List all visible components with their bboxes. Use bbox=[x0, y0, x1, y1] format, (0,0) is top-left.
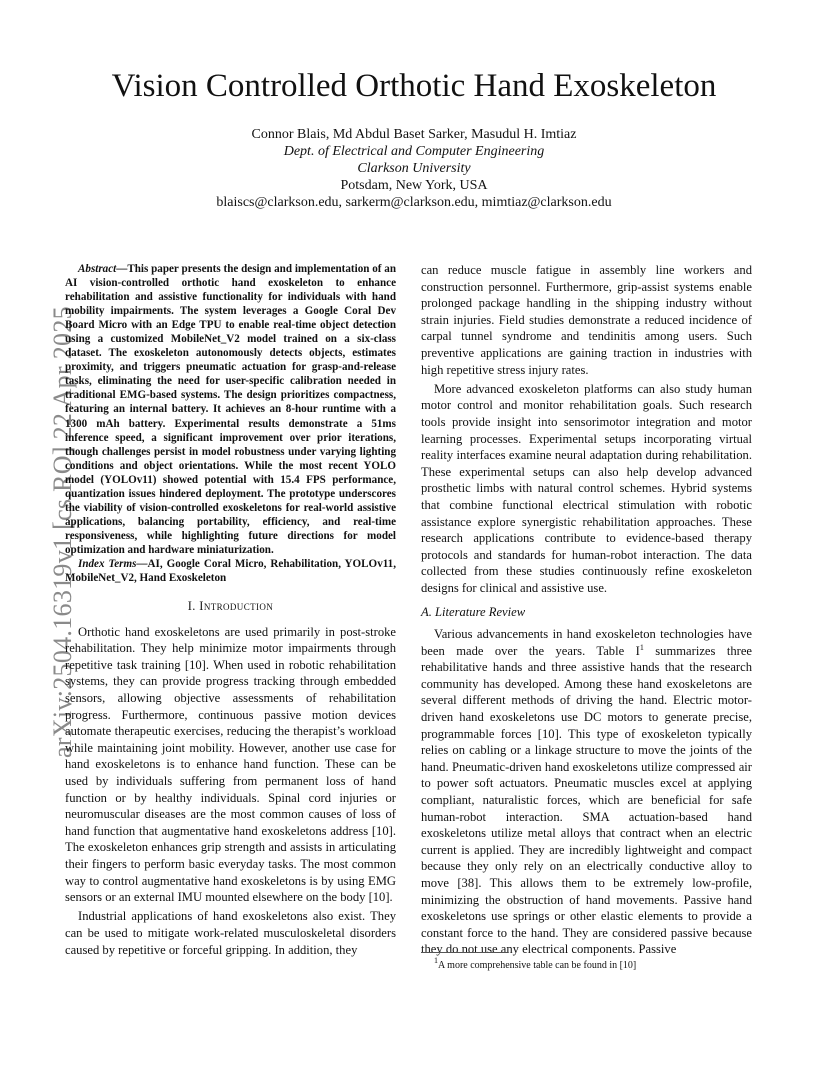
arxiv-sidebar bbox=[22, 288, 77, 758]
subsection-heading-literature-review: A. Literature Review bbox=[421, 605, 526, 620]
footnote-text: A more comprehensive table can be found in [10] bbox=[438, 960, 637, 971]
author-department: Dept. of Electrical and Computer Engineering bbox=[283, 144, 545, 159]
author-block bbox=[70, 126, 758, 211]
intro-paragraph-3: More advanced exoskeleton platforms can also study human motor control and monitor rehabilitation goals. Such research tools provide insight into sensorimotor integration and motor learning processes. Experimental setups incorporating virtual reality interfaces examine neural adaptation during rehabilitation. These experimental setups can also help develop advanced prosthetic limbs with natural control schemes. Hybrid systems that combine functional electrical stimulation with robotic assistance explore synergistic rehabilitation approaches. These research applications contribute to evidence-based therapy protocols and standards for human-robot interaction. The data collected from these studies continuously refine exoskeleton designs for clinical and assistive use. bbox=[421, 381, 752, 595]
index-terms-label: Index Terms bbox=[78, 557, 137, 570]
author-names: Connor Blais, Md Abdul Baset Sarker, Masudul H. Imtiaz bbox=[251, 127, 577, 142]
author-location: Potsdam, New York, USA bbox=[340, 178, 488, 193]
literature-paragraph-1 bbox=[421, 626, 752, 958]
footnote bbox=[421, 956, 752, 972]
index-terms-text: —AI, Google Coral Micro, Rehabilitation, YOLOv11, MobileNet_V2, Hand Exoskeleton bbox=[65, 557, 396, 585]
abstract bbox=[65, 262, 396, 557]
paper-title: Vision Controlled Orthotic Hand Exoskeleton bbox=[111, 68, 717, 104]
abstract-text: —This paper presents the design and implementation of an AI vision-controlled orthotic hand exoskeleton to enhance rehabilitation and assistive functionality for individuals with hand mobility impairments. The system leverages a Google Coral Dev Board Micro with an Edge TPU to enable real-time object detection using a customized MobileNet_V2 model trained on a six-class dataset. The exoskeleton autonomously detects objects, estimates proximity, and triggers pneumatic actuation for grasp-and-release tasks, eliminating the need for user-specific calibration needed in traditional EMG-based systems. The design prioritizes compactness, featuring an internal battery. It achieves an 8-hour runtime with a 1300 mAh battery. Experimental results demonstrate a 51ms inference speed, a significant improvement over prior iterations, though challenges persist in model robustness under varying lighting conditions and object orientations. While the most recent YOLO model (YOLOv11) showed potential with 15.4 FPS performance, quantization issues hindered deployment. The prototype underscores the viability of vision-controlled exoskeletons for real-world assistive applications, balancing portability, efficiency, and real-time responsiveness, while highlighting future directions for model optimization and hardware miniaturization. bbox=[65, 263, 396, 556]
author-university: Clarkson University bbox=[357, 161, 471, 176]
arxiv-identifier: arXiv:2504.16319v1 [cs.RO] 22 Apr 2025 bbox=[48, 306, 77, 758]
index-terms bbox=[65, 557, 396, 585]
left-column bbox=[65, 262, 396, 961]
intro-paragraph-2: Industrial applications of hand exoskeletons also exist. They can be used to mitigate work-related musculoskeletal disorders caused by repetitive or forceful gripping. In addition, they bbox=[65, 909, 396, 957]
literature-text-before: Various advancements in hand exoskeleton technologies have been made over the years. Table I bbox=[421, 627, 752, 658]
footnote-reference: 1 bbox=[639, 642, 644, 652]
abstract-label: Abstract bbox=[78, 263, 117, 275]
footnote-divider bbox=[421, 952, 507, 953]
literature-text-after: summarizes three rehabilitative hands and three assistive hands that the research community has developed. Among these hand exoskeletons are several different methods of driving the hand. Electric motor-driven hand exoskeletons use DC motors to generate precise, programmable forces [10]. This type of exoskeleton typically relies on cabling or a linkage structure to move the joints of the hand. Pneumatic-driven hand exoskeletons utilize compressed air to power soft actuators. Pneumatic muscles excel at applying compliant, naturalistic forces, which are beneficial for safe human-robot interaction. SMA actuation-based hand exoskeletons utilize metal alloys that contract when an electric current is applied. They are incredibly lightweight and compact because they only rely on an electrically conductive alloy to move [38]. This allows them to be extremely low-profile, minimizing the obstruction of hand movements. Passive hand exoskeletons use springs or other elastic elements to provide a constant force to the hand. They are considered passive because they do not use any electrical components. Passive bbox=[421, 643, 752, 957]
right-column bbox=[421, 262, 752, 961]
intro-paragraph-2-continued: can reduce muscle fatigue in assembly line workers and construction personnel. Furthermore, grip-assist systems enable prolonged package handling in the shipping industry without strain injuries. Field studies demonstrate a reduced incidence of carpal tunnel syndrome and tendinitis among users. Such preventive applications are gaining traction in industries with high repetitive stress injury rates. bbox=[421, 263, 752, 377]
intro-paragraph-1: Orthotic hand exoskeletons are used primarily in post-stroke rehabilitation. They help minimize motor impairments through repetitive task training [10]. When used in robotic rehabilitation systems, they can provide progress tracking through embedded sensors, allowing objective assessments of rehabilitation progress. Furthermore, continuous passive motion devices automate therapeutic exercises, reducing the therapist’s workload while maintaining joint mobility. However, another use case for hand exoskeletons is to enhance hand function. These can be used by individuals suffering from permanent loss of hand function or by healthy individuals. Spinal cord injuries or neuromuscular diseases are the most common causes of loss of hand function that augmentative hand exoskeletons address [10]. The exoskeleton enhances grip strength and assists in articulating their fingers to perform basic everyday tasks. The most common way to control augmentative hand exoskeletons is by using EMG sensors or an external IMU mounted elsewhere on the body [10]. bbox=[65, 624, 396, 905]
section-heading-introduction: I. Introduction bbox=[187, 599, 274, 614]
author-emails: blaiscs@clarkson.edu, sarkerm@clarkson.edu, mimtiaz@clarkson.edu bbox=[216, 195, 612, 210]
footnote-mark: 1 bbox=[434, 956, 438, 965]
